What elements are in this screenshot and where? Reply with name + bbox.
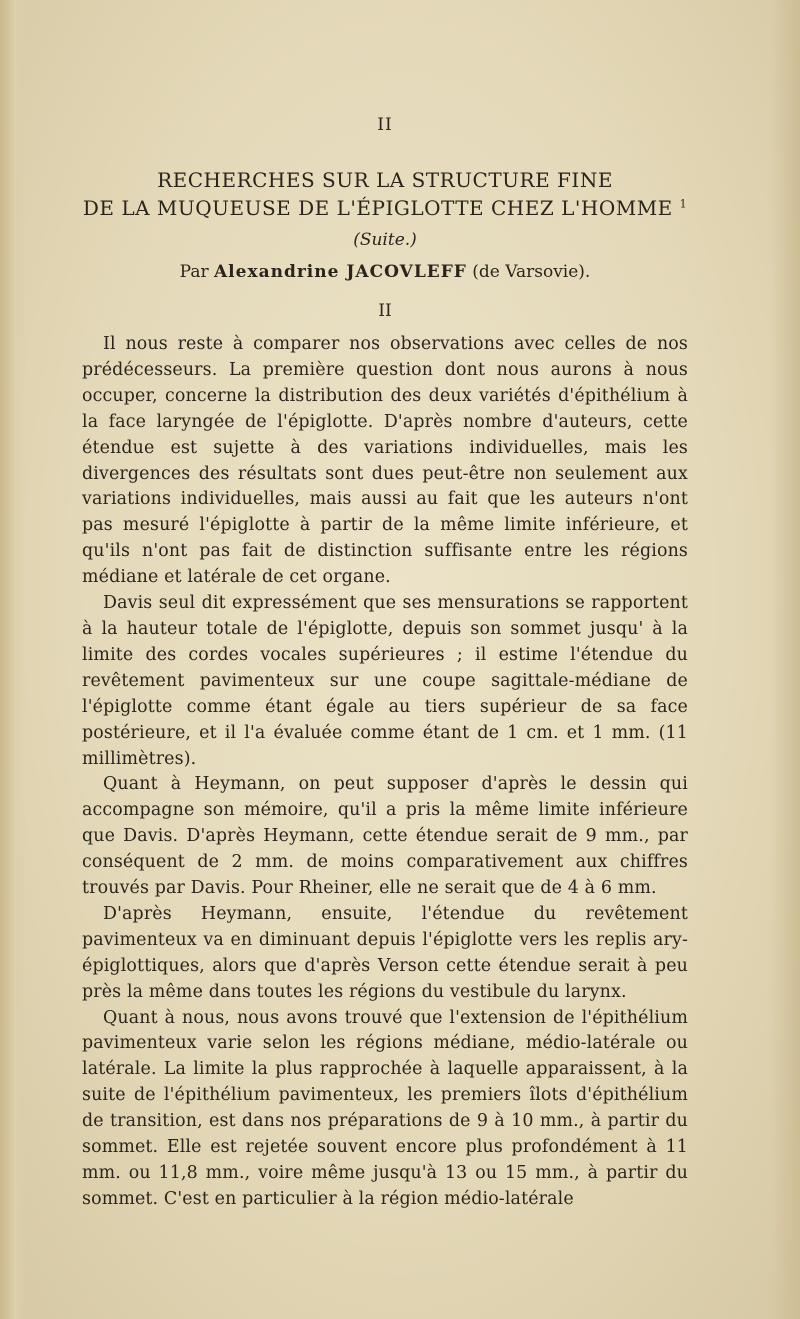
article	[82, 100, 688, 1213]
continued-note: (Suite.)	[353, 230, 417, 250]
paragraph: Il nous reste à comparer nos observations avec celles de nos prédécesseurs. La première question dont nous aurons à nous occuper, concerne la distribution des deux variétés d'épithélium à la face laryngée de l'épiglotte. D'après nombre d'auteurs, cette étendue est sujette à des variations individuelles, mais les divergences des résultats sont dues peut-être non seulement aux variations individuelles, mais aussi au fait que les auteurs n'ont pas mesuré l'épiglotte à partir de la même limite inférieure, et qu'ils n'ont pas fait de distinction suffisante entre les régions médiane et latérale de cet organe.	[82, 334, 688, 588]
page-edge-right	[770, 0, 800, 1319]
subsection-number: II	[378, 301, 392, 321]
footnote-marker: 1	[679, 197, 688, 211]
author-prefix: Par	[179, 262, 209, 282]
byline	[82, 260, 688, 284]
title-line-2-wrap	[82, 194, 688, 222]
page-edge-left	[0, 0, 26, 1319]
title-line-2: DE LA MUQUEUSE DE L'ÉPIGLOTTE CHEZ L'HOMME	[82, 196, 673, 220]
paragraph: Quant à Heymann, on peut supposer d'après le dessin qui accompagne son mémoire, qu'il a pris la même limite inférieure que Davis. D'après Heymann, cette étendue serait de 9 mm., par conséquent de 2 mm. de moins comparativement aux chiffres trouvés par Davis. Pour Rheiner, elle ne serait que de 4 à 6 mm.	[82, 774, 688, 899]
paragraph: Davis seul dit expressément que ses mensurations se rapportent à la hauteur totale de l'épiglotte, depuis son sommet jusqu' à la limite des cordes vocales supérieures ; il estime l'étendue du revêtement pavimenteux sur une coupe sagittale-médiane de l'épiglotte comme étant égale au tiers supérieur de sa face postérieure, et il l'a évaluée comme étant de 1 cm. et 1 mm. (11 millimètres).	[82, 593, 688, 769]
article-title	[82, 166, 688, 222]
body-text	[82, 332, 688, 1213]
paragraph: D'après Heymann, ensuite, l'étendue du revêtement pavimenteux va en diminuant depuis l'épiglotte vers les replis ary-épiglottiques, alors que d'après Verson cette étendue serait à peu près la même dans toutes les régions du vestibule du larynx.	[82, 903, 688, 1002]
title-line-1: RECHERCHES SUR LA STRUCTURE FINE	[157, 168, 613, 192]
section-number: II	[377, 115, 393, 135]
author-name: Alexandrine JACOVLEFF	[213, 262, 467, 282]
paragraph: Quant à nous, nous avons trouvé que l'extension de l'épithélium pavimenteux varie selon les régions médiane, médio-latérale ou latérale. La limite la plus rapprochée à laquelle apparaissent, à la suite de l'épithélium pavimenteux, les premiers îlots d'épithélium de transition, est dans nos préparations de 9 à 10 mm., à partir du sommet. Elle est rejetée souvent encore plus profondément à 11 mm. ou 11,8 mm., voire même jusqu'à 13 ou 15 mm., à partir du sommet. C'est en particulier à la région médio-latérale	[82, 1007, 688, 1209]
author-origin: (de Varsovie).	[472, 262, 591, 282]
